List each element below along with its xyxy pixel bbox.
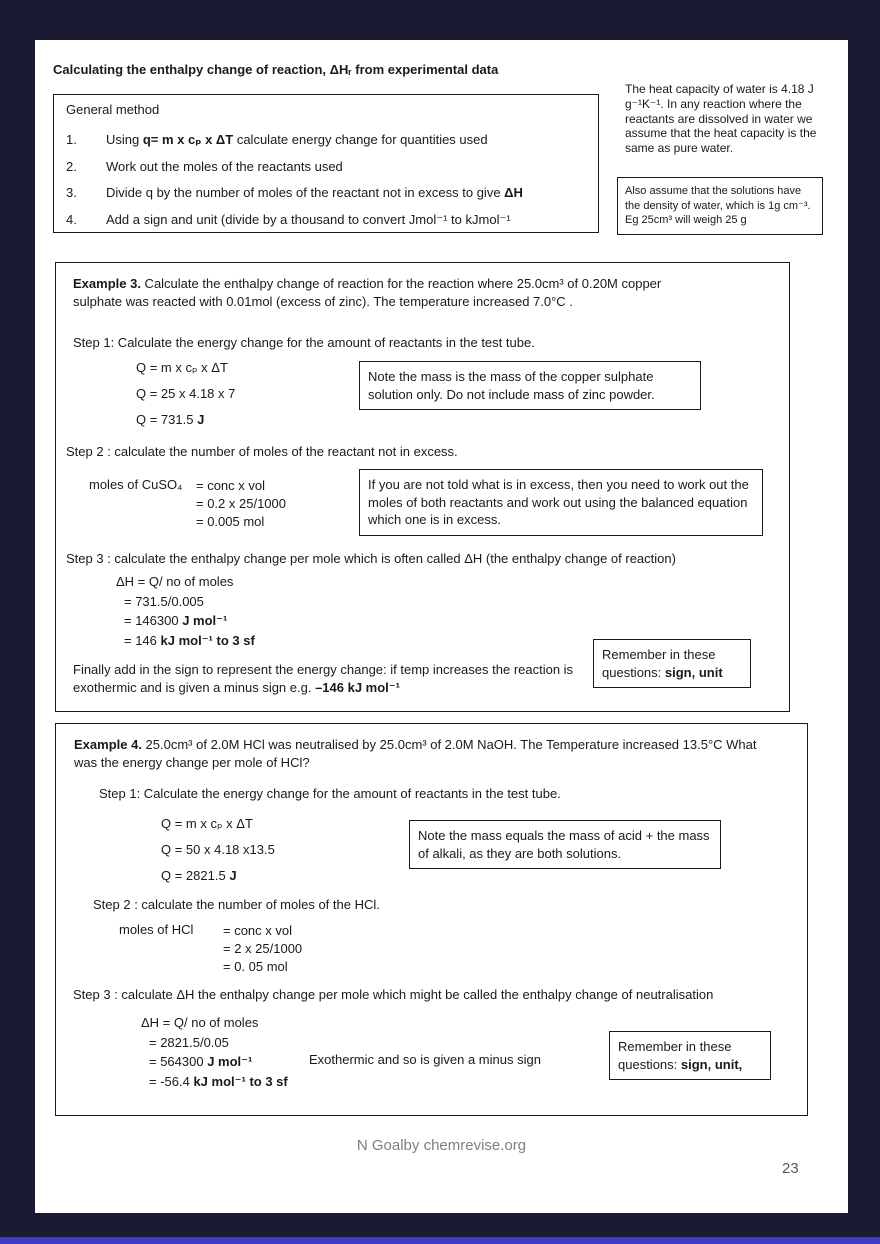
example4-remember-box: Remember in these questions: sign, unit, <box>609 1031 771 1080</box>
example3-q-calculation <box>136 355 235 433</box>
formula-line: = conc x vol <box>223 923 293 938</box>
formula-line: = conc x vol <box>196 478 266 493</box>
example4-box <box>55 723 808 1116</box>
method-item-text: Add a sign and unit (divide by a thousand to convert Jmol⁻¹ to kJmol⁻¹ <box>106 211 511 227</box>
frame-accent-bar <box>0 1237 880 1244</box>
method-item-text: Divide q by the number of moles of the reactant not in excess to give ΔH <box>106 185 523 200</box>
formula-line: = 564300 J mol⁻¹ <box>149 1054 253 1069</box>
example3-step2-heading: Step 2 : calculate the number of moles of the reactant not in excess. <box>66 444 458 459</box>
method-item-number: 4. <box>66 211 77 227</box>
example3-step1-heading: Step 1: Calculate the energy change for the amount of reactants in the test tube. <box>73 335 535 350</box>
formula-line: = 0. 05 mol <box>223 959 288 974</box>
formula-line: Q = 731.5 J <box>136 412 205 427</box>
moles-label: moles of CuSO₄ <box>89 477 183 492</box>
method-item-number: 1. <box>66 132 77 147</box>
formula-line: = 146300 J mol⁻¹ <box>124 613 228 628</box>
page-number: 23 <box>782 1160 799 1177</box>
formula-line: Q = 50 x 4.18 x13.5 <box>161 842 275 857</box>
method-item-text: Using q= m x cₚ x ΔT calculate energy change for quantities used <box>106 132 488 147</box>
example3-sign-note: Finally add in the sign to represent the energy change: if temp increases the reaction is exothermic and is given a minus sign e.g. –146 kJ mol⁻¹ <box>73 662 574 695</box>
method-item-3 <box>66 180 598 207</box>
example3-step3-heading: Step 3 : calculate the enthalpy change per mole which is often called ΔH (the enthalpy change of reaction) <box>66 551 676 566</box>
formula-line: = 2821.5/0.05 <box>149 1034 229 1050</box>
method-item-2 <box>66 154 598 181</box>
example3-moles-calculation <box>196 477 286 531</box>
example3-dh-calculation <box>116 572 255 650</box>
formula-line: = 0.005 mol <box>196 514 265 529</box>
formula-line: = 146 kJ mol⁻¹ to 3 sf <box>124 632 255 648</box>
formula-line: = 2 x 25/1000 <box>223 941 303 956</box>
method-item-number: 2. <box>66 158 77 174</box>
formula-line: Q = m x cₚ x ΔT <box>136 360 228 375</box>
formula-line: ΔH = Q/ no of moles <box>116 574 234 589</box>
general-method-box <box>53 94 599 233</box>
document-page <box>35 40 848 1213</box>
example4-intro: Example 4. 25.0cm³ of 2.0M HCl was neutralised by 25.0cm³ of 2.0M NaOH. The Temperature increased 13.5°C What was the energy change per mole of HCl? <box>74 737 757 770</box>
example4-moles-calculation <box>223 922 302 976</box>
formula-line: = 0.2 x 25/1000 <box>196 496 286 511</box>
example3-intro: Example 3. Calculate the enthalpy change of reaction for the reaction where 25.0cm³ of 0.20M copper sulphate was reacted with 0.01mol (excess of zinc). The temperature increased 7.0°C . <box>73 276 662 309</box>
method-item-number: 3. <box>66 185 77 200</box>
formula-line: = 731.5/0.005 <box>124 593 204 609</box>
density-note: Also assume that the solutions have the density of water, which is 1g cm⁻³. Eg 25cm³ will weigh 25 g <box>617 177 823 235</box>
formula-line: Q = 25 x 4.18 x 7 <box>136 386 236 401</box>
footer-credit: N Goalby chemrevise.org <box>356 1137 527 1154</box>
example3-mass-note: Note the mass is the mass of the copper sulphate solution only. Do not include mass of zinc powder. <box>359 361 701 410</box>
example4-step2-heading: Step 2 : calculate the number of moles of the HCl. <box>93 897 380 912</box>
method-item-text: Work out the moles of the reactants used <box>106 158 343 174</box>
formula-line: Q = 2821.5 J <box>161 868 237 883</box>
example4-step3-heading: Step 3 : calculate ΔH the enthalpy change per mole which might be called the enthalpy change of neutralisation <box>73 987 714 1002</box>
formula-line: ΔH = Q/ no of moles <box>141 1015 259 1030</box>
example3-excess-note: If you are not told what is in excess, then you need to work out the moles of both reactants and work out using the balanced equation which one is in excess. <box>359 469 763 536</box>
example4-exothermic-note: Exothermic and so is given a minus sign <box>309 1052 541 1067</box>
example4-dh-calculation <box>141 1013 288 1091</box>
example3-remember-box: Remember in these questions: sign, unit <box>593 639 751 688</box>
formula-line: Q = m x cₚ x ΔT <box>161 816 253 831</box>
moles-label: moles of HCl <box>119 922 194 937</box>
example3-box <box>55 262 790 712</box>
example4-mass-note: Note the mass equals the mass of acid + the mass of alkali, as they are both solutions. <box>409 820 721 869</box>
method-heading: General method <box>66 102 160 117</box>
method-item-1 <box>66 127 598 154</box>
page-title: Calculating the enthalpy change of reaction, ΔHᵣ from experimental data <box>53 62 499 77</box>
formula-line: = -56.4 kJ mol⁻¹ to 3 sf <box>149 1073 288 1089</box>
example4-q-calculation <box>161 811 275 889</box>
method-item-4 <box>66 207 598 234</box>
example4-step1-heading: Step 1: Calculate the energy change for the amount of reactants in the test tube. <box>99 786 561 801</box>
heat-capacity-note: The heat capacity of water is 4.18 J g⁻¹K⁻¹. In any reaction where the reactants are dissolved in water we assume that the heat capacity is the same as pure water. <box>625 82 817 156</box>
